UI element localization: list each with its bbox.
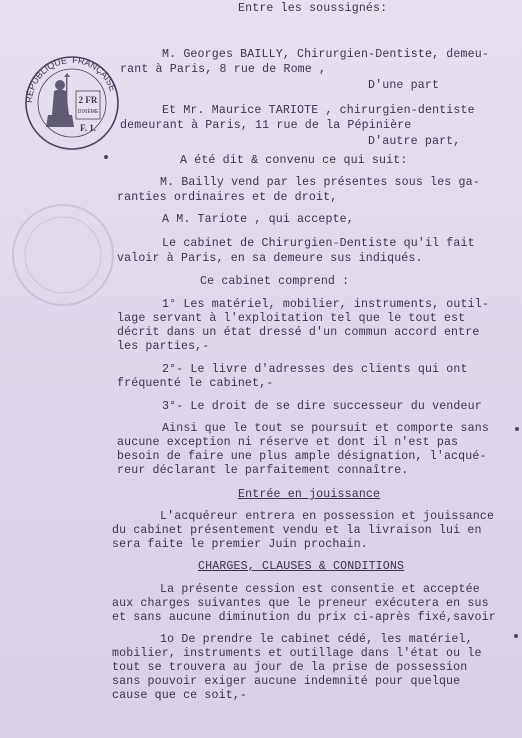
as-is-line: Ainsi que le tout se poursuit et comporte sans [162,422,489,435]
entry-line: du cabinet présentement vendu et la livraison lui en [112,524,482,537]
conditions-line: et sans aucune diminution du prix ci-après fixé,savoir [112,611,496,624]
party2-line: D'autre part, [368,135,461,148]
heading-entry: Entrée en jouissance [238,488,381,501]
heading-conditions: CHARGES, CLAUSES & CONDITIONS [198,560,405,573]
sale-line: M. Bailly vend par les présentes sous les ga- [160,176,480,189]
party2-line: Et Mr. Maurice TARIOTE , chirurgien-dentiste [162,104,475,117]
item1-line: les parties,- [117,340,210,353]
agreed-line: A été dit & convenu ce qui suit: [180,154,408,167]
conditions-line: La présente cession est consentie et acceptée [160,583,480,596]
item1-line: décrit dans un état dressé d'un commun accord entre [117,326,480,339]
clause1-line: cause que ce soit,- [112,689,248,702]
party1-line: M. Georges BAILLY, Chirurgien-Dentiste, demeu- [162,48,489,61]
party1-line: rant à Paris, 8 rue de Rome , [120,63,327,76]
conditions-line: aux charges suivantes que le preneur exécutera en sus [112,597,489,610]
item1-line: 1° Les matériel, mobilier, instruments, outil- [162,298,489,311]
item1-line: lage servant à l'exploitation tel que le tout est [117,312,466,325]
stamp-denomination: F. 1. [80,123,96,133]
cabinet-line: Le cabinet de Chirurgien-Dentiste qu'il fait [162,237,475,250]
item2-line: fréquenté le cabinet,- [117,377,274,390]
stamp-sub: DIXIÈME [77,109,99,115]
comprises-line: Ce cabinet comprend : [200,275,350,288]
item2-line: 2°- Le livre d'adresses des clients qui ont [162,363,468,376]
sale-line: ranties ordinaires et de droit, [117,191,338,204]
item3-line: 3°- Le droit de se dire successeur du vendeur [162,400,482,413]
clause1-line: 1o De prendre le cabinet cédé, les matériel, [160,633,473,646]
accepts-line: A M. Tariote , qui accepte, [162,213,354,226]
stamp-ring-right: FRANÇAISE [71,55,119,93]
party2-line: demeurant à Paris, 11 rue de la Pépinière [120,119,412,132]
clause1-line: mobilier, instruments et outillage dans l'état ou le [112,647,482,660]
as-is-line: aucune exception ni réserve et dont il n'est pas [117,436,459,449]
as-is-line: besoin de faire une plus ample désignation, l'acqué- [117,450,487,463]
entry-line: sera faite le premier Juin prochain. [112,538,368,551]
opening-line: Entre les soussignés: [238,2,388,15]
clause1-line: sans pouvoir exiger aucune indemnité pour quelque [112,675,461,688]
cabinet-line: valoir à Paris, en sa demeure sus indiqués. [117,252,423,265]
party1-line: D'une part [368,79,440,92]
entry-line: L'acquéreur entrera en possession et jouissance [160,510,495,523]
as-is-line: reur déclarant le parfaitement connaître. [117,464,409,477]
stamp-value: 2 FR [78,95,98,105]
clause1-line: tout se trouvera au jour de la prise de possession [112,661,468,674]
stamp-ring-left: RÉPUBLIQUE [24,55,68,104]
